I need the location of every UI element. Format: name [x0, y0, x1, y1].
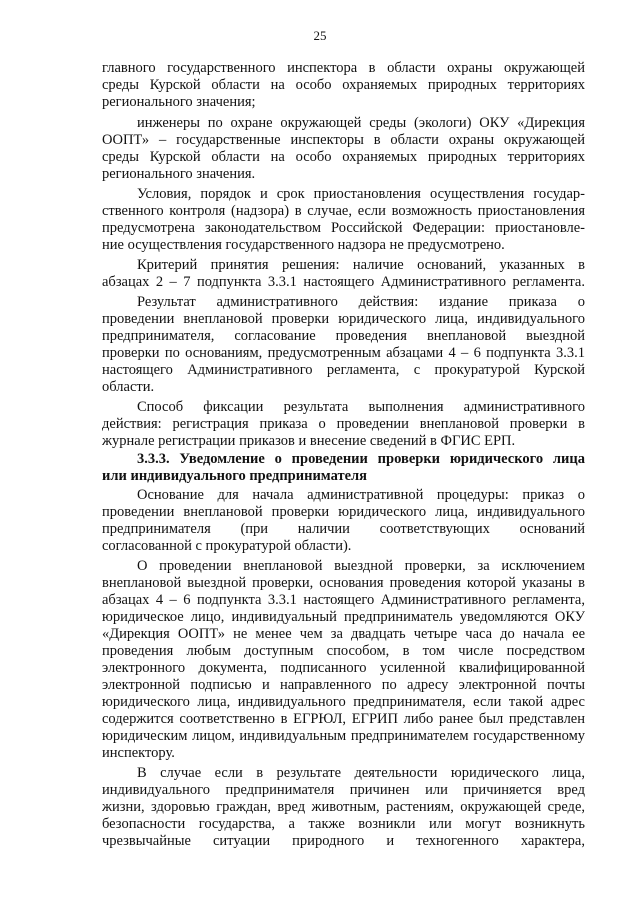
page-number: 25 [313, 28, 327, 43]
text-line: ООПТ» – государственные инспекторы в области охраны окружающей [102, 132, 585, 148]
text-line: абзацах 4 – 6 подпункта 3.3.1 настоящего Административного регламента, [102, 592, 585, 608]
text-line: предпринимателя, согласование проведения внеплановой выездной [102, 328, 585, 344]
text-line: внеплановой выездной проверки, основания проведения которой указаны в [102, 575, 585, 591]
text-line: В случае если в результате деятельности юридического лица, [137, 765, 585, 781]
text-line: предпринимателя (при наличии соответствующих оснований [102, 521, 585, 537]
section-heading: или индивидуального предпринимателя [102, 468, 368, 484]
text-line: Условия, порядок и срок приостановления осуществления государ- [137, 186, 585, 202]
text-line: среды Курской области на особо охраняемых природных территориях [102, 149, 585, 165]
text-line: среды Курской области на особо охраняемых природных территориях [102, 77, 585, 93]
text-line: индивидуального предпринимателя причинен или причиняется вред [102, 782, 585, 798]
text-line: чрезвычайные ситуации природного и техногенного характера, [102, 833, 585, 849]
text-line: Результат административного действия: издание приказа о [137, 294, 585, 310]
text-line: юридическим лицом, индивидуальным предпринимателем государственному [102, 728, 585, 744]
text-line: регионального значения; [102, 94, 256, 110]
text-line: жизни, здоровью граждан, вред животным, растениям, окружающей среде, [102, 799, 585, 815]
text-line: О проведении внеплановой выездной проверки, за исключением [137, 558, 585, 574]
text-line: проведении внеплановой проверки юридического лица, индивидуального [102, 311, 585, 327]
text-line: Критерий принятия решения: наличие оснований, указанных в [137, 257, 585, 273]
text-line: проверки по основаниям, предусмотренным абзацами 4 – 6 подпункта 3.3.1 [102, 345, 585, 361]
text-line: инженеры по охране окружающей среды (экологи) ОКУ «Дирекция [137, 115, 585, 131]
text-line: ние осуществления государственного надзора не предусмотрено. [102, 237, 505, 253]
text-line: юридического лица, индивидуального предпринимателя, если такой адрес [102, 694, 585, 710]
text-line: предусмотрена законодательством Российской Федерации: приостановле- [102, 220, 585, 236]
text-line: настоящего Административного регламента, с прокуратурой Курской [102, 362, 585, 378]
text-line: журнале регистрации приказов и внесение сведений в ФГИС ЕРП. [102, 433, 516, 449]
text-line: юридическое лицо, индивидуальный предприниматель уведомляются ОКУ [102, 609, 585, 625]
text-line: абзацах 2 – 7 подпункта 3.3.1 настоящего Административного регламента. [102, 274, 585, 290]
text-line: Способ фиксации результата выполнения административного [137, 399, 585, 415]
text-line: проведения любым доступным способом, в том числе посредством [102, 643, 585, 659]
text-line: ственного контроля (надзора) в случае, если возможность приостановления [102, 203, 585, 219]
text-line: инспектору. [102, 745, 175, 761]
text-line: регионального значения. [102, 166, 256, 182]
text-line: электронной подписью и направленного по адресу электронной почты [102, 677, 585, 693]
text-line: безопасности государства, а также возникли или могут возникнуть [102, 816, 585, 832]
text-line: согласованной с прокуратурой области). [102, 538, 352, 554]
text-line: содержится соответственно в ЕГРЮЛ, ЕГРИП либо ранее был представлен [102, 711, 585, 727]
text-line: проведении внеплановой проверки юридического лица, индивидуального [102, 504, 585, 520]
text-line: Основание для начала административной процедуры: приказ о [137, 487, 585, 503]
text-line: действия: регистрация приказа о проведении внеплановой проверки в [102, 416, 585, 432]
section-heading: 3.3.3. Уведомление о проведении проверки юридического лица [137, 451, 585, 467]
text-line: главного государственного инспектора в области охраны окружающей [102, 60, 585, 76]
text-line: электронного документа, подписанного усиленной квалифицированной [102, 660, 585, 676]
text-line: «Дирекция ООПТ» не менее чем за двадцать четыре часа до начала ее [102, 626, 585, 642]
text-line: области. [102, 379, 155, 395]
